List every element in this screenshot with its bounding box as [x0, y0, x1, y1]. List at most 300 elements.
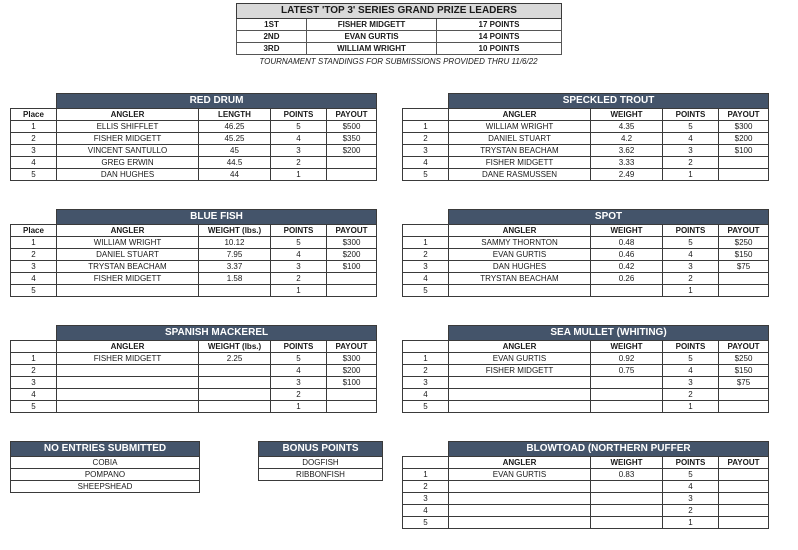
- species-table: [402, 325, 769, 413]
- table-cell: 5: [403, 285, 449, 297]
- table-cell: TRYSTAN BEACHAM: [57, 261, 199, 273]
- table-row: [403, 353, 769, 365]
- column-header-row: [403, 341, 769, 353]
- species-title: BLOWTOAD (NORTHERN PUFFER: [449, 442, 769, 457]
- table-cell: 2: [663, 157, 719, 169]
- leader-points: 10 POINTS: [437, 43, 562, 55]
- table-row: [403, 273, 769, 285]
- table-cell: [449, 389, 591, 401]
- title-spacer: [403, 94, 449, 109]
- table-cell: 4: [663, 481, 719, 493]
- table-cell: 4: [403, 505, 449, 517]
- table-cell: [449, 481, 591, 493]
- table-cell: FISHER MIDGETT: [57, 133, 199, 145]
- leader-place: 3RD: [237, 43, 307, 55]
- table-cell: FISHER MIDGETT: [449, 365, 591, 377]
- table-cell: 4: [403, 157, 449, 169]
- table-cell: 3.62: [591, 145, 663, 157]
- table-cell: 5: [663, 469, 719, 481]
- table-cell: 2: [271, 389, 327, 401]
- table-cell: 4: [271, 249, 327, 261]
- table-cell: [719, 517, 769, 529]
- table-cell: 2: [403, 249, 449, 261]
- column-header: POINTS: [663, 457, 719, 469]
- table-cell: 45.25: [199, 133, 271, 145]
- grand-prize-leaders-table: [236, 3, 562, 55]
- column-header: WEIGHT: [591, 225, 663, 237]
- table-cell: 5: [663, 237, 719, 249]
- table-cell: 4: [403, 389, 449, 401]
- table-cell: 2: [271, 157, 327, 169]
- table-cell: 3: [403, 493, 449, 505]
- column-header: WEIGHT: [591, 341, 663, 353]
- column-header: PAYOUT: [719, 109, 769, 121]
- table-cell: 5: [663, 121, 719, 133]
- species-title: SEA MULLET (WHITING): [449, 326, 769, 341]
- leader-name: FISHER MIDGETT: [307, 19, 437, 31]
- table-cell: [57, 285, 199, 297]
- table-cell: $100: [327, 377, 377, 389]
- table-row: [403, 237, 769, 249]
- table-cell: 1: [11, 237, 57, 249]
- title-spacer: [403, 210, 449, 225]
- table-cell: $200: [327, 145, 377, 157]
- no-entries-title: NO ENTRIES SUBMITTED: [11, 442, 200, 457]
- blue-fish-table: [10, 209, 377, 297]
- table-cell: [199, 377, 271, 389]
- title-spacer: [11, 210, 57, 225]
- bonus-item: RIBBONFISH: [259, 469, 383, 481]
- table-row: [403, 469, 769, 481]
- column-header: Place: [11, 225, 57, 237]
- leader-points: 17 POINTS: [437, 19, 562, 31]
- table-cell: 0.46: [591, 249, 663, 261]
- table-cell: GREG ERWIN: [57, 157, 199, 169]
- column-header: ANGLER: [449, 109, 591, 121]
- table-cell: [719, 469, 769, 481]
- table-cell: 0.42: [591, 261, 663, 273]
- table-cell: FISHER MIDGETT: [449, 157, 591, 169]
- no-entry-item: SHEEPSHEAD: [11, 481, 200, 493]
- table-cell: [591, 481, 663, 493]
- column-header: POINTS: [663, 109, 719, 121]
- column-header: POINTS: [271, 109, 327, 121]
- column-header: ANGLER: [449, 457, 591, 469]
- table-cell: 2: [403, 133, 449, 145]
- table-cell: [199, 389, 271, 401]
- table-cell: 4.35: [591, 121, 663, 133]
- table-cell: 4: [271, 365, 327, 377]
- table-cell: [719, 273, 769, 285]
- column-header-row: [11, 109, 377, 121]
- species-title: RED DRUM: [57, 94, 377, 109]
- table-cell: 0.92: [591, 353, 663, 365]
- leader-row: [237, 19, 562, 31]
- table-row: [11, 285, 377, 297]
- table-cell: 2: [11, 365, 57, 377]
- table-cell: 2: [11, 249, 57, 261]
- species-title: SPANISH MACKEREL: [57, 326, 377, 341]
- table-cell: 4: [11, 389, 57, 401]
- table-row: [11, 121, 377, 133]
- table-cell: 2: [403, 481, 449, 493]
- table-cell: 2: [271, 273, 327, 285]
- column-header: POINTS: [271, 225, 327, 237]
- table-cell: [719, 481, 769, 493]
- column-header: [403, 457, 449, 469]
- table-cell: 3: [271, 377, 327, 389]
- table-cell: 4: [403, 273, 449, 285]
- table-cell: DAN HUGHES: [449, 261, 591, 273]
- column-header: WEIGHT (lbs.): [199, 341, 271, 353]
- table-cell: 5: [403, 517, 449, 529]
- table-row: [403, 505, 769, 517]
- table-cell: 1: [403, 237, 449, 249]
- table-row: [11, 389, 377, 401]
- column-header: ANGLER: [57, 109, 199, 121]
- table-row: [11, 377, 377, 389]
- no-entry-item: COBIA: [11, 457, 200, 469]
- table-cell: 1: [271, 285, 327, 297]
- table-cell: 4: [663, 365, 719, 377]
- table-cell: $200: [719, 133, 769, 145]
- table-cell: 10.12: [199, 237, 271, 249]
- table-cell: 5: [11, 401, 57, 413]
- table-cell: 1: [663, 401, 719, 413]
- column-header-row: [403, 457, 769, 469]
- table-cell: 1: [11, 353, 57, 365]
- table-cell: [449, 377, 591, 389]
- title-spacer: [403, 442, 449, 457]
- table-cell: 2: [663, 389, 719, 401]
- column-header: WEIGHT (lbs.): [199, 225, 271, 237]
- table-cell: 5: [271, 353, 327, 365]
- table-cell: 5: [403, 401, 449, 413]
- table-cell: $150: [719, 249, 769, 261]
- table-row: [11, 145, 377, 157]
- column-header: PAYOUT: [719, 225, 769, 237]
- table-cell: DANIEL STUART: [57, 249, 199, 261]
- table-cell: EVAN GURTIS: [449, 469, 591, 481]
- table-cell: FISHER MIDGETT: [57, 353, 199, 365]
- column-header: [11, 341, 57, 353]
- bonus-title: BONUS POINTS: [259, 442, 383, 457]
- column-header: POINTS: [271, 341, 327, 353]
- table-cell: 1: [403, 353, 449, 365]
- table-cell: 44: [199, 169, 271, 181]
- table-cell: 45: [199, 145, 271, 157]
- table-cell: [327, 273, 377, 285]
- table-cell: 4: [663, 133, 719, 145]
- column-header: PAYOUT: [719, 341, 769, 353]
- column-header: ANGLER: [57, 341, 199, 353]
- table-cell: 2: [403, 365, 449, 377]
- table-cell: [719, 169, 769, 181]
- species-title: BLUE FISH: [57, 210, 377, 225]
- table-cell: [57, 401, 199, 413]
- blowtoad-table: [402, 441, 769, 529]
- table-cell: 1: [663, 169, 719, 181]
- table-cell: SAMMY THORNTON: [449, 237, 591, 249]
- table-cell: 1: [11, 121, 57, 133]
- table-cell: [591, 377, 663, 389]
- sea-mullet-table: [402, 325, 769, 413]
- table-row: [11, 169, 377, 181]
- table-cell: [57, 365, 199, 377]
- column-header: ANGLER: [449, 225, 591, 237]
- table-row: [11, 157, 377, 169]
- table-cell: 3: [663, 145, 719, 157]
- table-row: [403, 145, 769, 157]
- table-cell: 3: [663, 261, 719, 273]
- table-row: [403, 133, 769, 145]
- standings-note: TOURNAMENT STANDINGS FOR SUBMISSIONS PROVIDED THRU 11/6/22: [259, 57, 538, 66]
- table-cell: DANIEL STUART: [449, 133, 591, 145]
- table-cell: 5: [271, 237, 327, 249]
- table-cell: [449, 493, 591, 505]
- leader-place: 2ND: [237, 31, 307, 43]
- column-header: [403, 109, 449, 121]
- table-row: [11, 133, 377, 145]
- column-header-row: [403, 225, 769, 237]
- table-row: [403, 401, 769, 413]
- table-cell: 3: [403, 377, 449, 389]
- table-cell: [449, 401, 591, 413]
- table-row: [11, 261, 377, 273]
- speckled-trout-table: [402, 93, 769, 181]
- species-table: [402, 441, 769, 529]
- table-cell: 1: [403, 121, 449, 133]
- table-cell: 5: [403, 169, 449, 181]
- table-cell: 4: [11, 157, 57, 169]
- table-cell: 3: [11, 377, 57, 389]
- table-cell: 2: [663, 505, 719, 517]
- table-cell: 2: [663, 273, 719, 285]
- table-cell: [591, 401, 663, 413]
- table-cell: $200: [327, 365, 377, 377]
- table-cell: 3: [11, 145, 57, 157]
- species-table: [402, 93, 769, 181]
- table-cell: [449, 517, 591, 529]
- table-cell: 7.95: [199, 249, 271, 261]
- table-cell: 3.33: [591, 157, 663, 169]
- table-cell: [199, 401, 271, 413]
- table-cell: EVAN GURTIS: [449, 353, 591, 365]
- table-cell: $500: [327, 121, 377, 133]
- leader-place: 1ST: [237, 19, 307, 31]
- spanish-mackerel-table: [10, 325, 377, 413]
- title-spacer: [403, 326, 449, 341]
- species-table: [10, 93, 377, 181]
- table-row: [11, 237, 377, 249]
- table-row: [403, 389, 769, 401]
- table-cell: 3: [663, 493, 719, 505]
- table-cell: [719, 157, 769, 169]
- column-header-row: [11, 225, 377, 237]
- table-cell: 3.37: [199, 261, 271, 273]
- leader-row: [237, 31, 562, 43]
- column-header-row: [403, 109, 769, 121]
- table-cell: WILLIAM WRIGHT: [449, 121, 591, 133]
- column-header: [403, 225, 449, 237]
- table-cell: 5: [11, 169, 57, 181]
- leader-name: EVAN GURTIS: [307, 31, 437, 43]
- bonus-points-table: [258, 441, 383, 481]
- spot-table: [402, 209, 769, 297]
- table-cell: [327, 169, 377, 181]
- table-cell: 1: [403, 469, 449, 481]
- column-header: ANGLER: [57, 225, 199, 237]
- table-cell: 2: [11, 133, 57, 145]
- table-cell: ELLIS SHIFFLET: [57, 121, 199, 133]
- table-cell: [591, 505, 663, 517]
- table-row: [403, 365, 769, 377]
- table-row: [11, 401, 377, 413]
- table-cell: [449, 285, 591, 297]
- table-cell: 0.83: [591, 469, 663, 481]
- table-cell: 0.48: [591, 237, 663, 249]
- table-cell: $75: [719, 261, 769, 273]
- column-header: PAYOUT: [719, 457, 769, 469]
- table-cell: [719, 401, 769, 413]
- species-table: [10, 209, 377, 297]
- column-header: ANGLER: [449, 341, 591, 353]
- table-cell: 0.75: [591, 365, 663, 377]
- column-header: Place: [11, 109, 57, 121]
- leader-points: 14 POINTS: [437, 31, 562, 43]
- table-row: [403, 169, 769, 181]
- table-cell: [199, 365, 271, 377]
- column-header: LENGTH: [199, 109, 271, 121]
- table-cell: $150: [719, 365, 769, 377]
- table-cell: $250: [719, 353, 769, 365]
- table-cell: WILLIAM WRIGHT: [57, 237, 199, 249]
- table-cell: 1: [271, 401, 327, 413]
- table-row: [11, 353, 377, 365]
- column-header: PAYOUT: [327, 341, 377, 353]
- column-header: WEIGHT: [591, 457, 663, 469]
- column-header: PAYOUT: [327, 225, 377, 237]
- table-cell: $350: [327, 133, 377, 145]
- table-cell: [591, 493, 663, 505]
- bonus-item: DOGFISH: [259, 457, 383, 469]
- table-cell: [719, 389, 769, 401]
- table-cell: [199, 285, 271, 297]
- table-cell: 1: [663, 285, 719, 297]
- column-header: POINTS: [663, 341, 719, 353]
- table-cell: $300: [327, 237, 377, 249]
- table-cell: 5: [663, 353, 719, 365]
- table-cell: [449, 505, 591, 517]
- leader-row: [237, 43, 562, 55]
- table-row: [403, 249, 769, 261]
- table-cell: 3: [271, 145, 327, 157]
- table-cell: TRYSTAN BEACHAM: [449, 145, 591, 157]
- table-cell: 4.2: [591, 133, 663, 145]
- table-cell: 5: [11, 285, 57, 297]
- table-cell: [327, 285, 377, 297]
- table-cell: DAN HUGHES: [57, 169, 199, 181]
- table-cell: FISHER MIDGETT: [57, 273, 199, 285]
- title-spacer: [11, 94, 57, 109]
- table-cell: TRYSTAN BEACHAM: [449, 273, 591, 285]
- table-cell: $300: [719, 121, 769, 133]
- table-cell: 3: [271, 261, 327, 273]
- table-cell: [57, 377, 199, 389]
- table-cell: EVAN GURTIS: [449, 249, 591, 261]
- column-header: PAYOUT: [327, 109, 377, 121]
- table-cell: 3: [11, 261, 57, 273]
- column-header: WEIGHT: [591, 109, 663, 121]
- table-cell: 1.58: [199, 273, 271, 285]
- table-cell: 2.49: [591, 169, 663, 181]
- table-cell: 3: [403, 261, 449, 273]
- table-cell: $300: [327, 353, 377, 365]
- no-entry-item: POMPANO: [11, 469, 200, 481]
- table-cell: [591, 285, 663, 297]
- table-row: [403, 481, 769, 493]
- no-entries-table: [10, 441, 200, 493]
- table-cell: [327, 389, 377, 401]
- table-row: [403, 261, 769, 273]
- table-cell: 1: [663, 517, 719, 529]
- table-cell: 1: [271, 169, 327, 181]
- table-cell: $100: [719, 145, 769, 157]
- table-cell: 0.26: [591, 273, 663, 285]
- table-cell: VINCENT SANTULLO: [57, 145, 199, 157]
- table-cell: $200: [327, 249, 377, 261]
- column-header-row: [11, 341, 377, 353]
- table-row: [403, 121, 769, 133]
- table-cell: [57, 389, 199, 401]
- column-header: POINTS: [663, 225, 719, 237]
- table-row: [11, 365, 377, 377]
- table-row: [403, 285, 769, 297]
- table-row: [403, 157, 769, 169]
- table-cell: 5: [271, 121, 327, 133]
- table-cell: [719, 505, 769, 517]
- table-cell: 46.25: [199, 121, 271, 133]
- table-cell: DANE RASMUSSEN: [449, 169, 591, 181]
- table-cell: 3: [403, 145, 449, 157]
- table-cell: [591, 517, 663, 529]
- table-cell: [327, 401, 377, 413]
- table-row: [11, 273, 377, 285]
- table-cell: $100: [327, 261, 377, 273]
- species-title: SPECKLED TROUT: [449, 94, 769, 109]
- table-cell: [591, 389, 663, 401]
- table-row: [403, 517, 769, 529]
- leaders-title: LATEST 'TOP 3' SERIES GRAND PRIZE LEADERS: [237, 4, 562, 19]
- table-cell: 4: [663, 249, 719, 261]
- column-header: [403, 341, 449, 353]
- table-row: [403, 493, 769, 505]
- species-title: SPOT: [449, 210, 769, 225]
- red-drum-table: [10, 93, 377, 181]
- table-cell: 44.5: [199, 157, 271, 169]
- table-cell: [719, 493, 769, 505]
- title-spacer: [11, 326, 57, 341]
- species-table: [402, 209, 769, 297]
- table-row: [403, 377, 769, 389]
- leader-name: WILLIAM WRIGHT: [307, 43, 437, 55]
- table-cell: 4: [271, 133, 327, 145]
- species-table: [10, 325, 377, 413]
- table-cell: $75: [719, 377, 769, 389]
- table-cell: 4: [11, 273, 57, 285]
- table-cell: $250: [719, 237, 769, 249]
- table-cell: [327, 157, 377, 169]
